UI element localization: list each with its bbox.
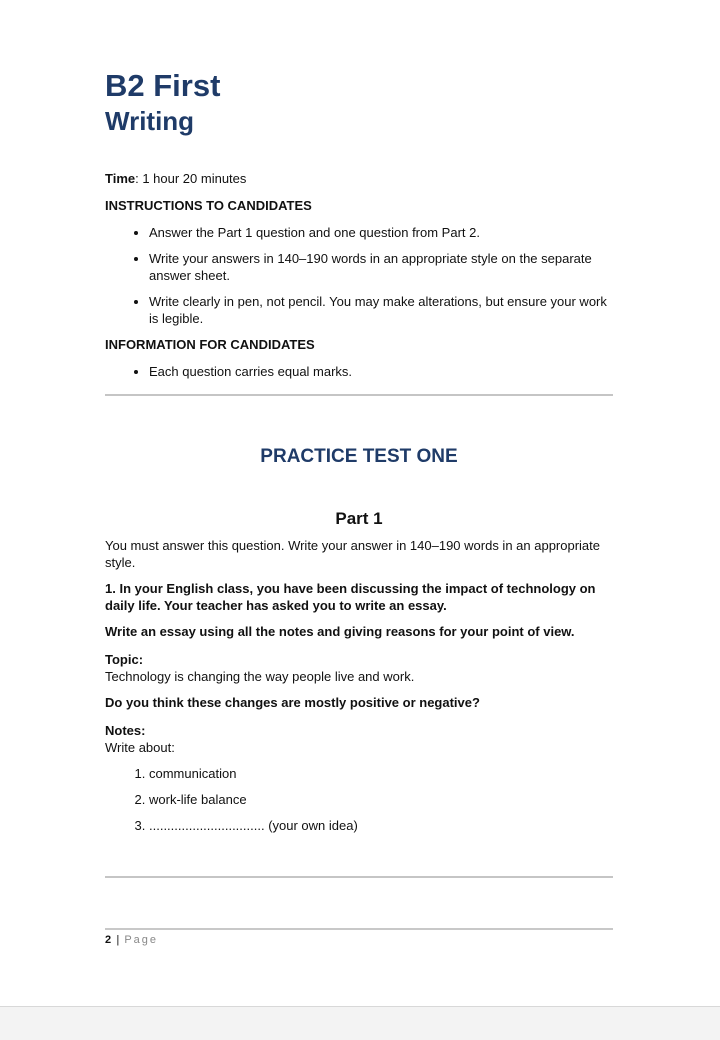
practice-test-heading: PRACTICE TEST ONE xyxy=(260,446,458,467)
footer-page-word: Page xyxy=(124,934,159,946)
question-text: 1. In your English class, you have been discussing the impact of technology on daily life. Your teacher has asked you to write an essay. xyxy=(105,581,596,613)
note-item: 2. work-life balance xyxy=(149,791,613,808)
instruction-item: • Write your answers in 140–190 words in an appropriate style on the separate answer sheet. xyxy=(149,250,613,284)
document-title: B2 First xyxy=(105,68,221,103)
document-subtitle: Writing xyxy=(105,106,195,136)
information-item: • Each question carries equal marks. xyxy=(149,363,613,380)
question-prompt: Do you think these changes are mostly positive or negative? xyxy=(105,695,480,710)
task-text: Write an essay using all the notes and giving reasons for your point of view. xyxy=(105,624,575,639)
topic-label: Topic: xyxy=(105,652,144,667)
footer-separator: | xyxy=(116,934,120,946)
notes-list xyxy=(105,765,613,834)
time-value: : 1 hour 20 minutes xyxy=(135,171,247,186)
page-footer xyxy=(105,933,158,947)
instructions-list xyxy=(105,224,613,327)
part-heading: Part 1 xyxy=(335,509,383,528)
note-item: 3. ................................ (your own idea) xyxy=(149,817,613,834)
time-label: Time xyxy=(105,171,136,186)
part-intro: You must answer this question. Write your answer in 140–190 words in an appropriate style. xyxy=(105,538,601,570)
footer-page-number: 2 xyxy=(105,934,112,946)
time-line xyxy=(105,170,613,188)
section-divider xyxy=(105,394,613,396)
instruction-item: • Answer the Part 1 question and one question from Part 2. xyxy=(149,224,613,241)
instruction-item: • Write clearly in pen, not pencil. You may make alterations, but ensure your work is legible. xyxy=(149,293,613,327)
footer-divider xyxy=(105,928,613,930)
topic-text: Technology is changing the way people live and work. xyxy=(105,669,415,684)
note-item: 1. communication xyxy=(149,765,613,782)
information-list xyxy=(105,363,613,380)
page-content xyxy=(105,66,613,878)
information-heading: INFORMATION FOR CANDIDATES xyxy=(105,337,315,352)
instructions-heading: INSTRUCTIONS TO CANDIDATES xyxy=(105,198,312,213)
section-divider xyxy=(105,876,613,878)
page-gap xyxy=(0,1008,720,1040)
notes-label: Notes: xyxy=(105,723,146,738)
notes-intro: Write about: xyxy=(105,740,175,755)
